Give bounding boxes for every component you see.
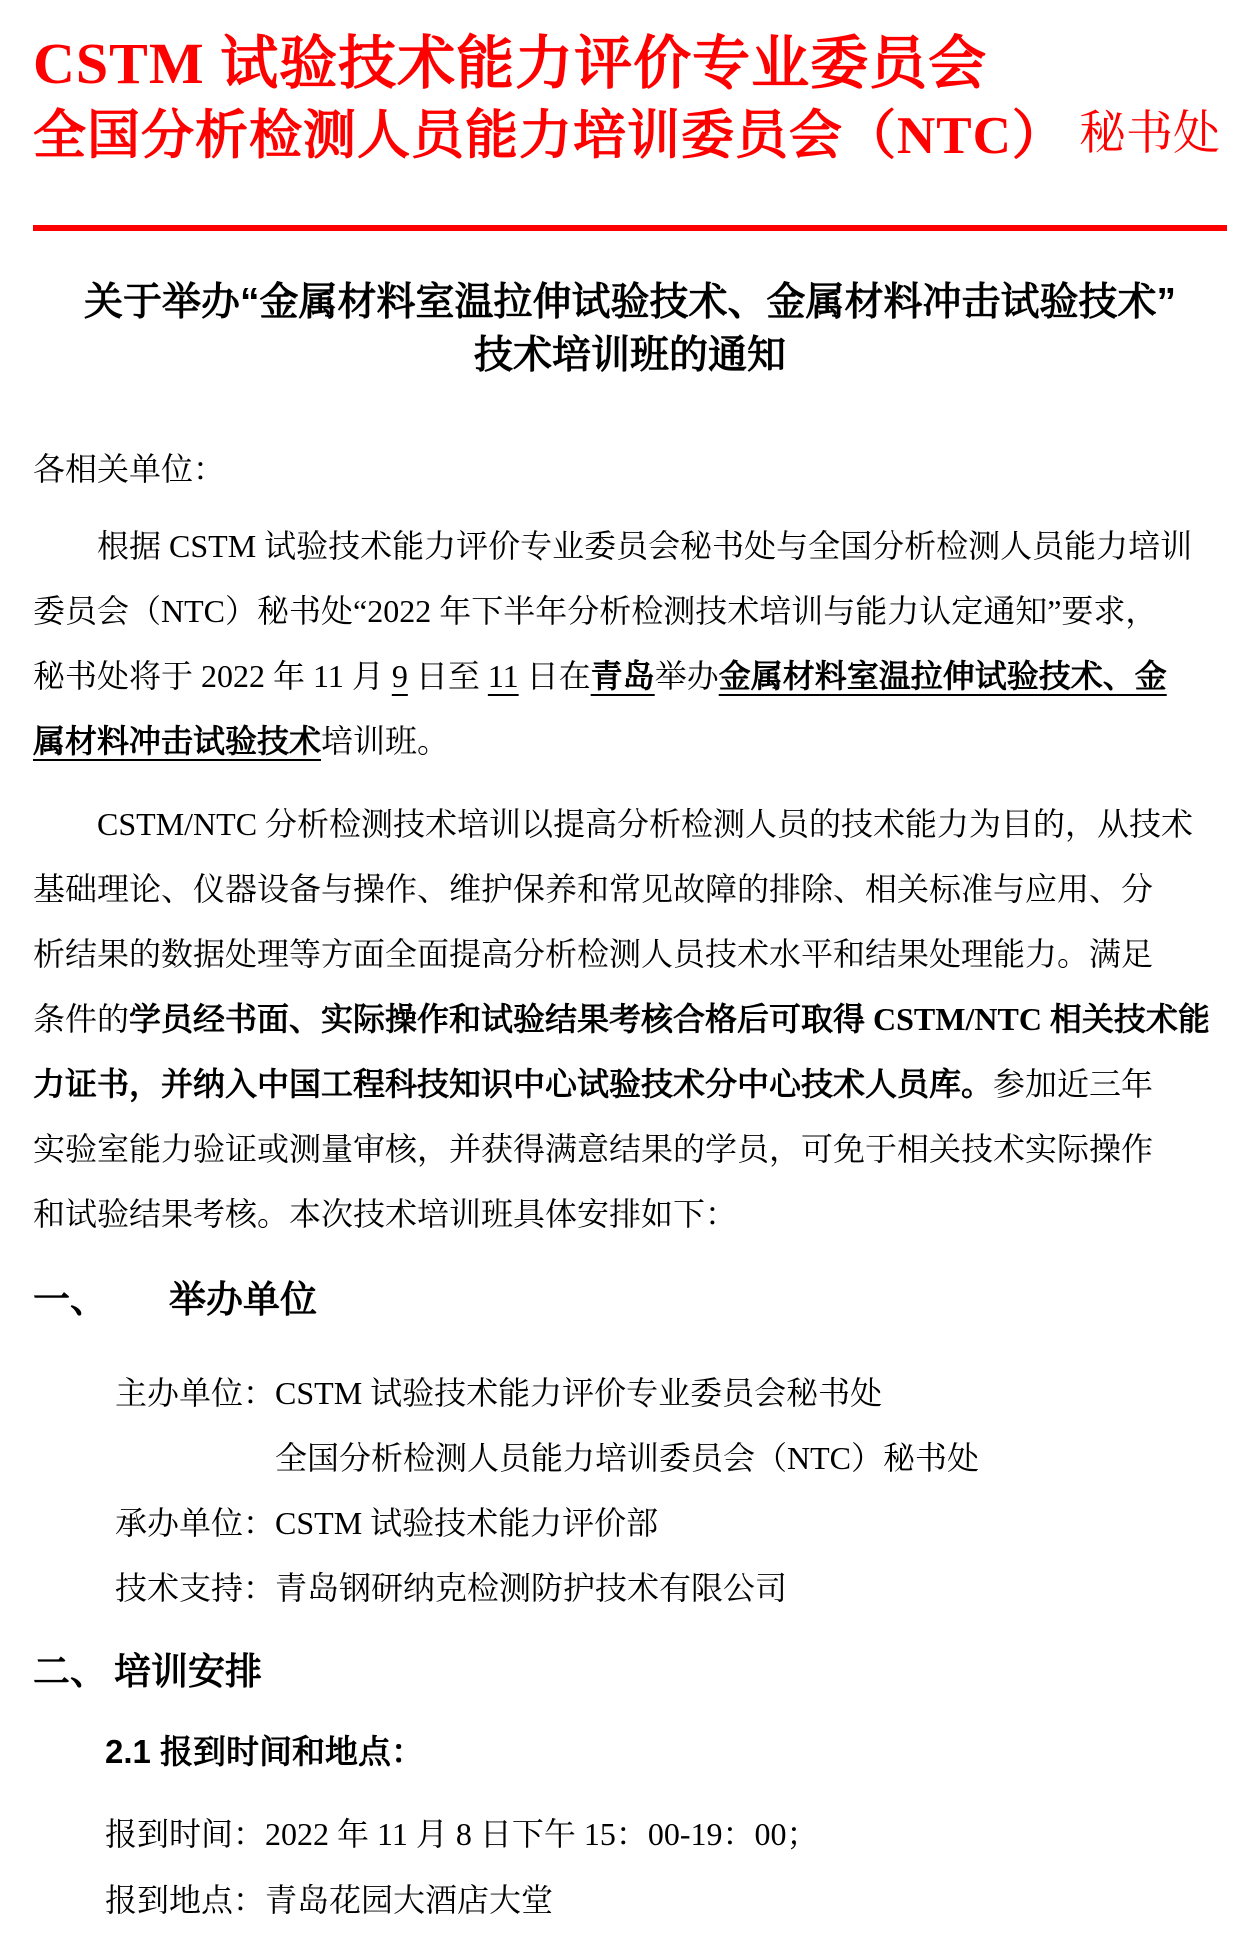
body-line: 实验室能力验证或测量审核，并获得满意结果的学员，可免于相关技术实际操作 [33,1131,1154,1167]
registration-place-line: 报到地点：青岛花园大酒店大堂 [105,1882,554,1918]
body-line: 力证书，并纳入中国工程科技知识中心试验技术分中心技术人员库。参加近三年 [33,1066,1154,1102]
section-2-title: 培训安排 [114,1651,262,1692]
salutation: 各相关单位： [33,451,226,487]
registration-info [105,1801,1227,1933]
section-2-number: 二、 [33,1651,107,1692]
document-title [15,276,1245,382]
body-line: 和试验结果考核。本次技术培训班具体安排如下： [33,1196,738,1232]
body-line: 析结果的数据处理等方面全面提高分析检测人员技术水平和结果处理能力。满足 [33,936,1154,972]
organizer-list [115,1361,1227,1621]
body-line: 委员会（NTC）秘书处“2022 年下半年分析检测技术培训与能力认定通知”要求， [33,593,1158,629]
section-1-number: 一、 [33,1279,107,1320]
body-line: 根据 CSTM 试验技术能力评价专业委员会秘书处与全国分析检测人员能力培训 [97,528,1193,564]
letterhead-org-line-1: CSTM 试验技术能力评价专业委员会 [33,31,988,96]
body-line: 条件的学员经书面、实际操作和试验结果考核合格后可取得 CSTM/NTC 相关技术能 [33,1001,1210,1037]
host-unit-line-2: 全国分析检测人员能力培训委员会（NTC）秘书处 [275,1440,980,1476]
document-title-line-1: 关于举办“金属材料室温拉伸试验技术、金属材料冲击试验技术” [83,281,1176,324]
body-line: CSTM/NTC 分析检测技术培训以提高分析检测人员的技术能力为目的，从技术 [97,806,1194,842]
red-divider-rule [33,225,1227,231]
undertaker-unit-line: 承办单位：CSTM 试验技术能力评价部 [115,1505,659,1541]
tech-support-line: 技术支持：青岛钢研纳克检测防护技术有限公司 [115,1570,788,1606]
body-line: 秘书处将于 2022 年 11 月 9 日至 11 日在青岛举办金属材料室温拉伸试验技术、金 [33,658,1167,694]
paragraph-2 [33,792,1227,1247]
letterhead [0,0,1260,172]
letterhead-org-line-2: 全国分析检测人员能力培训委员会（NTC） [33,107,1066,165]
section-2-heading [33,1649,1227,1695]
registration-time-line: 报到时间：2022 年 11 月 8 日下午 15：00-19：00； [105,1816,819,1852]
document-title-line-2: 技术培训班的通知 [473,334,786,377]
section-1-title: 举办单位 [169,1279,317,1320]
body-line: 属材料冲击试验技术培训班。 [33,723,450,759]
paragraph-1 [33,514,1227,774]
body-line: 基础理论、仪器设备与操作、维护保养和常见故障的排除、相关标准与应用、分 [33,871,1154,907]
section-1-heading [33,1277,1227,1323]
subsection-2-1-heading: 2.1 报到时间和地点： [105,1733,425,1770]
host-unit-line: 主办单位：CSTM 试验技术能力评价专业委员会秘书处 [115,1375,883,1411]
secretariat-label: 秘书处 [1079,108,1220,160]
